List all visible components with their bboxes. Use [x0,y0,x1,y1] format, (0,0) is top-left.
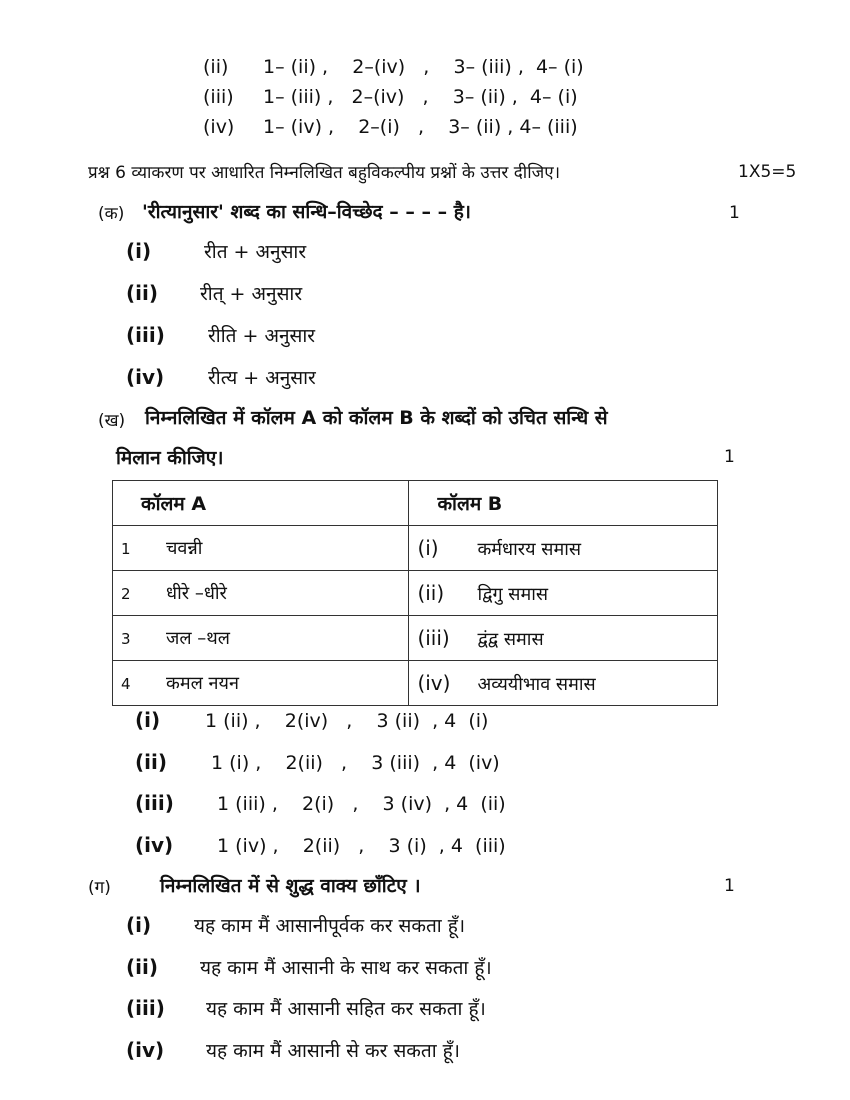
question-6-marks: 1X5=5 [738,162,797,182]
option-label: (ii) [135,750,167,774]
column-b-value: द्वंद्व समास [477,628,544,650]
option-text: 1 (ii) , 2(iv) , 3 (ii) , 4 (i) [205,710,489,732]
prev-option-ii [203,56,584,78]
column-b-cell [409,616,718,661]
option-label: (iv) [203,116,235,138]
question-a-text: 'रीत्यानुसार' शब्द का सन्धि–विच्छेद – – – – है। [142,201,472,223]
option-label: (ii) [126,955,158,979]
row-number: 1 [121,540,131,558]
question-c-option [126,995,486,1021]
question-b-marks: 1 [724,447,735,467]
question-c-option [126,954,492,980]
column-b-header: कॉलम B [409,481,718,526]
question-b-line2: मिलान कीजिए। [116,447,224,469]
question-a-option [126,280,302,306]
column-a-cell [113,616,409,661]
question-b-option [135,833,506,857]
row-roman: (ii) [417,580,445,605]
option-label: (iii) [203,86,234,108]
prev-option-iv [203,116,578,138]
question-b-option [135,750,500,774]
row-number: 3 [121,630,131,648]
option-label: (i) [126,913,152,937]
table-row [113,616,718,661]
question-c-option [126,1037,460,1063]
option-text: 1 (i) , 2(ii) , 3 (iii) , 4 (iv) [211,752,500,774]
column-b-cell [409,661,718,706]
question-6-heading: प्रश्न 6 व्याकरण पर आधारित निम्नलिखित बहुविकल्पीय प्रश्नों के उत्तर दीजिए। [88,163,561,183]
row-number: 2 [121,585,131,603]
option-label: (iii) [126,996,165,1020]
option-label: (i) [135,708,161,732]
match-table [112,480,718,706]
column-b-value: द्विगु समास [477,583,549,605]
question-b-label: (ख) [98,411,126,431]
row-roman: (i) [417,535,439,560]
option-label: (iii) [135,791,174,815]
option-text: 1– (ii) , 2–(iv) , 3– (iii) , 4– (i) [263,56,584,78]
option-label: (iv) [126,365,165,389]
column-b-value: अव्ययीभाव समास [477,673,596,695]
column-a-value: धीरे –धीरे [166,583,227,604]
option-text: यह काम मैं आसानी के साथ कर सकता हूँ। [200,957,492,979]
option-label: (ii) [203,56,229,78]
option-label: (iii) [126,323,165,347]
column-a-cell [113,571,409,616]
question-a-option [126,322,315,348]
option-text: 1 (iv) , 2(ii) , 3 (i) , 4 (iii) [217,835,506,857]
option-text: रीत् + अनुसार [200,283,303,305]
option-text: यह काम मैं आसानी सहित कर सकता हूँ। [206,998,486,1020]
column-a-cell [113,526,409,571]
option-text: यह काम मैं आसानीपूर्वक कर सकता हूँ। [194,915,466,937]
option-text: रीति + अनुसार [208,325,316,347]
question-c-option [126,912,465,938]
question-a-marks: 1 [729,203,740,223]
table-row [113,571,718,616]
table-row [113,661,718,706]
column-b-cell [409,526,718,571]
column-a-value: कमल नयन [166,673,239,694]
question-a-option [126,238,306,264]
table-row [113,526,718,571]
question-c-text: निम्नलिखित में से शुद्ध वाक्य छाँटिए । [160,875,421,897]
row-roman: (iv) [417,670,451,695]
option-label: (ii) [126,281,158,305]
question-a-label: (क) [98,204,125,224]
table-header-row [113,481,718,526]
column-b-cell [409,571,718,616]
option-label: (i) [126,239,152,263]
question-c-marks: 1 [724,876,735,896]
option-text: 1– (iii) , 2–(iv) , 3– (ii) , 4– (i) [263,86,578,108]
question-b-option [135,708,488,732]
option-text: 1– (iv) , 2–(i) , 3– (ii) , 4– (iii) [263,116,578,138]
question-b-line1: निम्नलिखित में कॉलम A को कॉलम B के शब्दों को उचित सन्धि से [145,407,608,429]
option-text: रीत्य + अनुसार [208,367,316,389]
option-text: 1 (iii) , 2(i) , 3 (iv) , 4 (ii) [217,793,506,815]
question-c-label: (ग) [88,878,111,898]
option-text: यह काम मैं आसानी से कर सकता हूँ। [206,1040,460,1062]
column-a-value: जल –थल [166,628,230,649]
column-a-value: चवन्नी [166,538,203,559]
question-a-option [126,364,316,390]
column-b-value: कर्मधारय समास [477,538,582,560]
prev-option-iii [203,86,578,108]
option-text: रीत + अनुसार [204,241,307,263]
column-a-header: कॉलम A [113,481,409,526]
option-label: (iv) [126,1038,165,1062]
column-a-cell [113,661,409,706]
question-b-option [135,791,506,815]
row-number: 4 [121,675,131,693]
row-roman: (iii) [417,625,450,650]
option-label: (iv) [135,833,174,857]
